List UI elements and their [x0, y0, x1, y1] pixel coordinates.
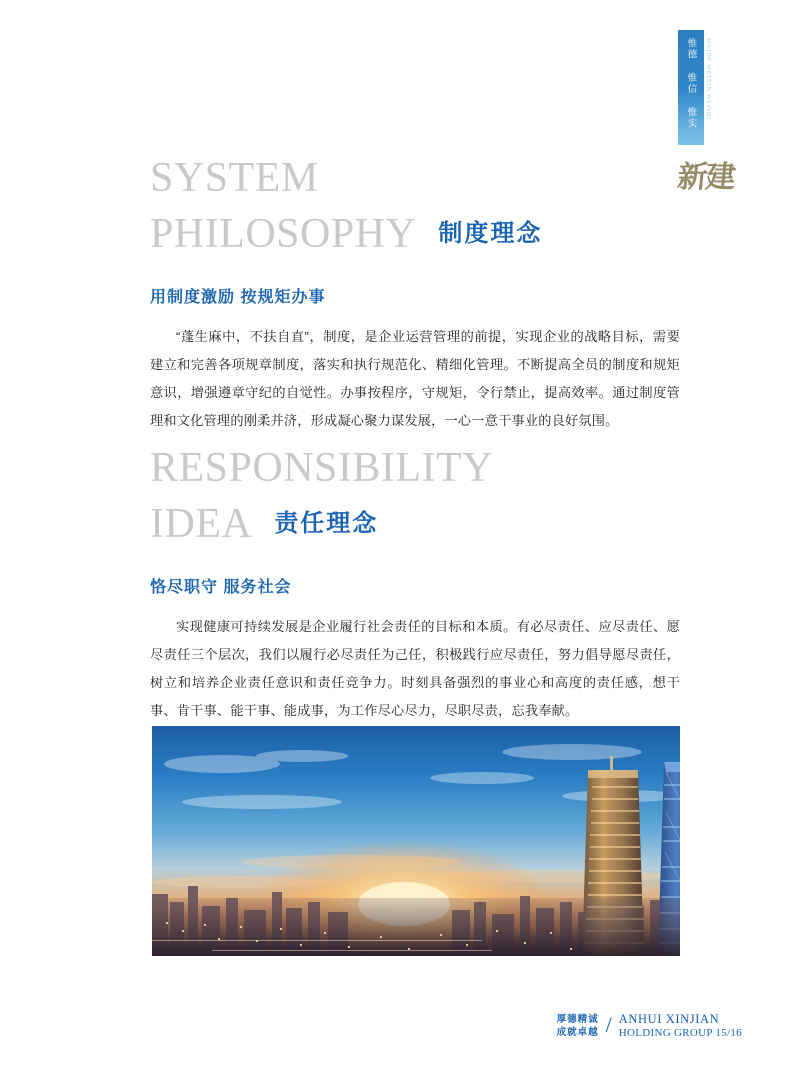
footer-en-line2: HOLDING GROUP 15/16 [618, 1027, 742, 1039]
cityscape-photo [152, 726, 680, 956]
section-en-line1: SYSTEM [150, 155, 319, 201]
section-cn-title: 制度理念 [438, 220, 543, 247]
section-subtitle: 用制度激励 按规矩办事 [150, 289, 326, 306]
footer-slash: / [605, 1012, 612, 1037]
brand-mark [672, 30, 742, 194]
brand-logo-cn: 新建 [675, 161, 736, 194]
section-en-line1: RESPONSIBILITY [150, 445, 494, 491]
section-en-line2: IDEA [150, 501, 253, 547]
footer-en-line1: ANHUI XINJIAN [618, 1012, 720, 1026]
cityscape-illustration [152, 726, 680, 956]
section-subtitle: 恪尽职守 服务社会 [150, 579, 292, 596]
brand-vertical-en: WEIDE WEIXIN WEISHI [705, 38, 712, 120]
page-footer [557, 1012, 742, 1040]
footer-cn-line1: 厚德精诚 [556, 1014, 599, 1025]
section-body: “蓬生麻中，不扶自直”，制度，是企业运营管理的前提，实现企业的战略目标，需要建立和完善各项规章制度，落实和执行规范化、精细化管理。不断提高全员的制度和规矩意识，增强遵章守纪的自觉性。办事按程序，守规矩，令行禁止，提高效率。通过制度管理和文化管理的刚柔并济，形成凝心聚力谋发展，一心一意干事业的良好氛围。 [150, 329, 680, 428]
brand-vertical-bar [678, 30, 704, 145]
section-title-row [150, 206, 680, 262]
section-responsibility-idea [150, 440, 680, 725]
section-body: 实现健康可持续发展是企业履行社会责任的目标和本质。有必尽责任、应尽责任、愿尽责任三个层次，我们以履行必尽责任为己任，积极践行应尽责任，努力倡导愿尽责任，树立和培养企业责任意识和责任竞争力。时刻具备强烈的事业心和高度的责任感，想干事、肯干事、能干事、能成事，为工作尽心尽力，尽职尽责，忘我奉献。 [150, 619, 680, 718]
section-cn-title: 责任理念 [274, 510, 379, 537]
brand-vertical-cn: 惟德 惟信 惟实 [685, 38, 697, 129]
section-system-philosophy [150, 150, 680, 435]
footer-en-block [619, 1012, 742, 1040]
footer-cn-block [557, 1013, 599, 1039]
section-title-row [150, 496, 680, 552]
footer-cn-line2: 成就卓越 [556, 1027, 599, 1038]
section-en-line2: PHILOSOPHY [150, 211, 417, 257]
